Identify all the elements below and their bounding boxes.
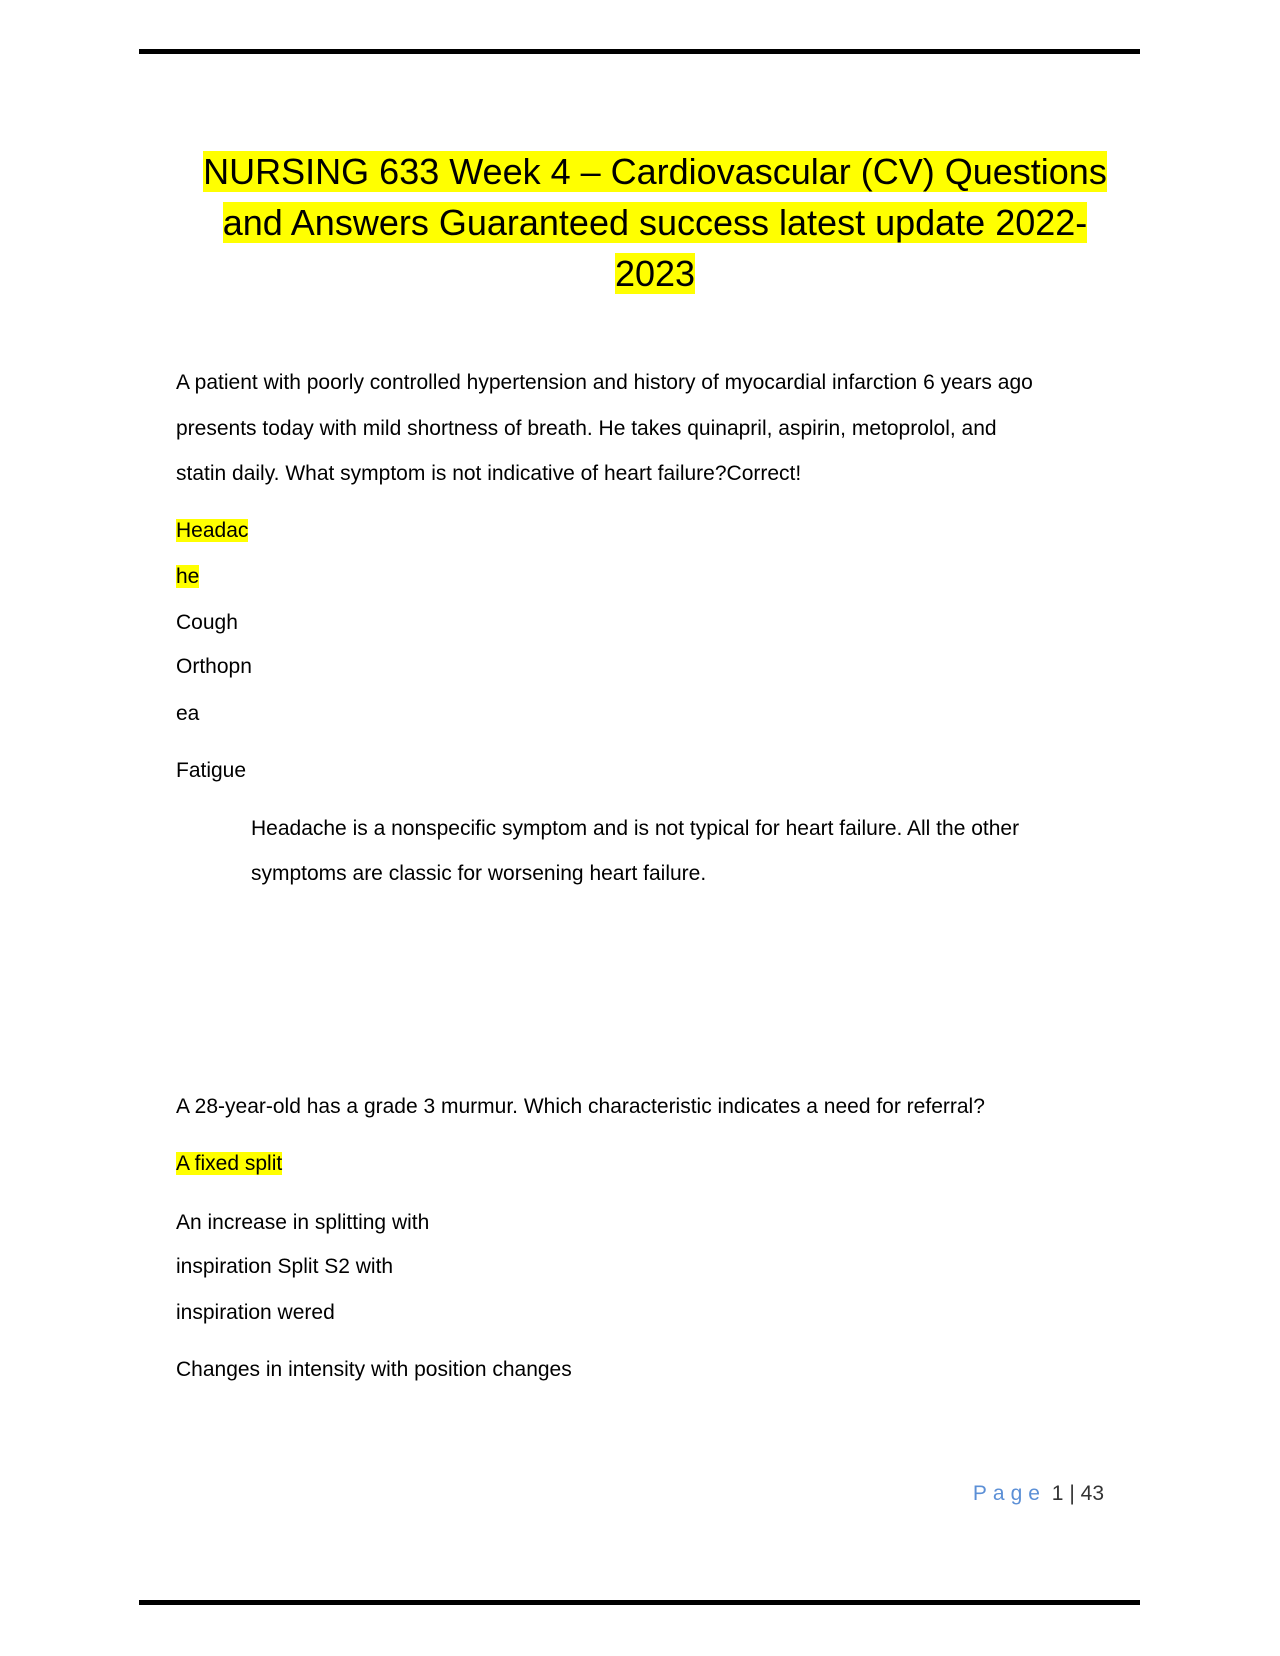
title-line: NURSING 633 Week 4 – Cardiovascular (CV) Questions (203, 151, 1107, 192)
answer-option-correct: he (176, 565, 200, 588)
page-label: Page (972, 1482, 1046, 1505)
title-line: 2023 (614, 253, 696, 294)
answer-option: Cough (176, 611, 238, 634)
rationale-text: Headache is a nonspecific symptom and is not typical for heart failure. All the other (251, 817, 1020, 840)
answer-option-correct: A fixed split (176, 1152, 283, 1175)
answer-option: ea (176, 702, 200, 725)
footer-rule (139, 1600, 1140, 1605)
answer-option: Changes in intensity with position changes (176, 1358, 572, 1381)
question-1-text: statin daily. What symptom is not indicative of heart failure?Correct! (176, 462, 802, 485)
question-2-text: A 28-year-old has a grade 3 murmur. Which characteristic indicates a need for referral? (176, 1095, 985, 1118)
answer-option: Fatigue (176, 759, 247, 782)
answer-option-correct: Headac (176, 519, 249, 542)
answer-option: inspiration Split S2 with (176, 1255, 394, 1278)
question-1-text: presents today with mild shortness of breath. He takes quinapril, aspirin, metoprolol, and (176, 417, 997, 440)
page-number (973, 1482, 1104, 1506)
answer-option: inspiration wered (176, 1301, 335, 1324)
total-pages: 43 (1080, 1482, 1104, 1505)
document-title (140, 146, 1170, 299)
current-page: 1 (1051, 1482, 1064, 1505)
header-rule (139, 49, 1140, 54)
title-line: and Answers Guaranteed success latest update 2022- (222, 202, 1088, 243)
answer-option: An increase in splitting with (176, 1211, 430, 1234)
question-1-text: A patient with poorly controlled hypertension and history of myocardial infarction 6 years ago (176, 371, 1033, 394)
answer-option: Orthopn (176, 655, 252, 678)
page-separator: | (1069, 1482, 1075, 1505)
rationale-text: symptoms are classic for worsening heart failure. (251, 862, 707, 885)
